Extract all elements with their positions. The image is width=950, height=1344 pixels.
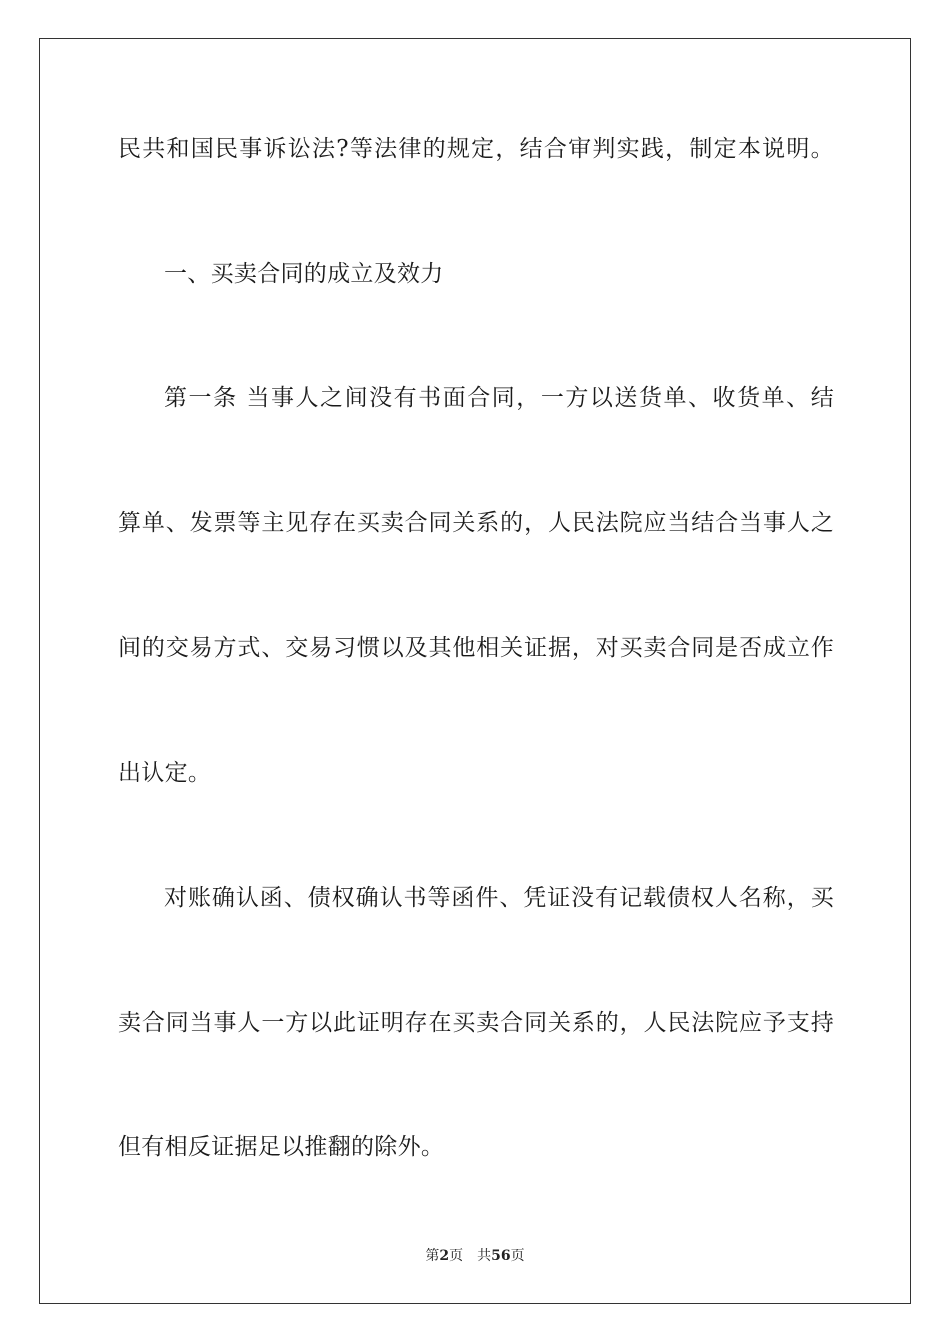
total-suffix: 页: [510, 1248, 525, 1264]
paragraph-line-9: 但有相反证据足以推翻的除外。: [118, 1134, 445, 1160]
page-total: 56: [491, 1248, 511, 1264]
paragraph-line-7: 对账确认函、债权确认书等函件、凭证没有记载债权人名称，买: [164, 885, 834, 911]
paragraph-line-5: 间的交易方式、交易习惯以及其他相关证据，对买卖合同是否成立作: [118, 635, 834, 661]
page-current: 2: [439, 1248, 450, 1264]
paragraph-line-3: 第一条 当事人之间没有书面合同，一方以送货单、收货单、结: [164, 385, 834, 411]
page-suffix: 页: [449, 1248, 464, 1264]
paragraph-line-6: 出认定。: [118, 760, 212, 786]
page-footer: [0, 1247, 950, 1265]
total-prefix: 共: [477, 1248, 492, 1264]
paragraph-line-8: 卖合同当事人一方以此证明存在买卖合同关系的，人民法院应予支持: [118, 1010, 834, 1036]
page-prefix: 第: [425, 1248, 440, 1264]
page-border: [39, 38, 911, 1304]
paragraph-line-4: 算单、发票等主见存在买卖合同关系的，人民法院应当结合当事人之: [118, 510, 834, 536]
paragraph-line-1: 民共和国民事诉讼法?等法律的规定，结合审判实践，制定本说明。: [118, 136, 834, 162]
section-heading: 一、买卖合同的成立及效力: [164, 261, 444, 287]
